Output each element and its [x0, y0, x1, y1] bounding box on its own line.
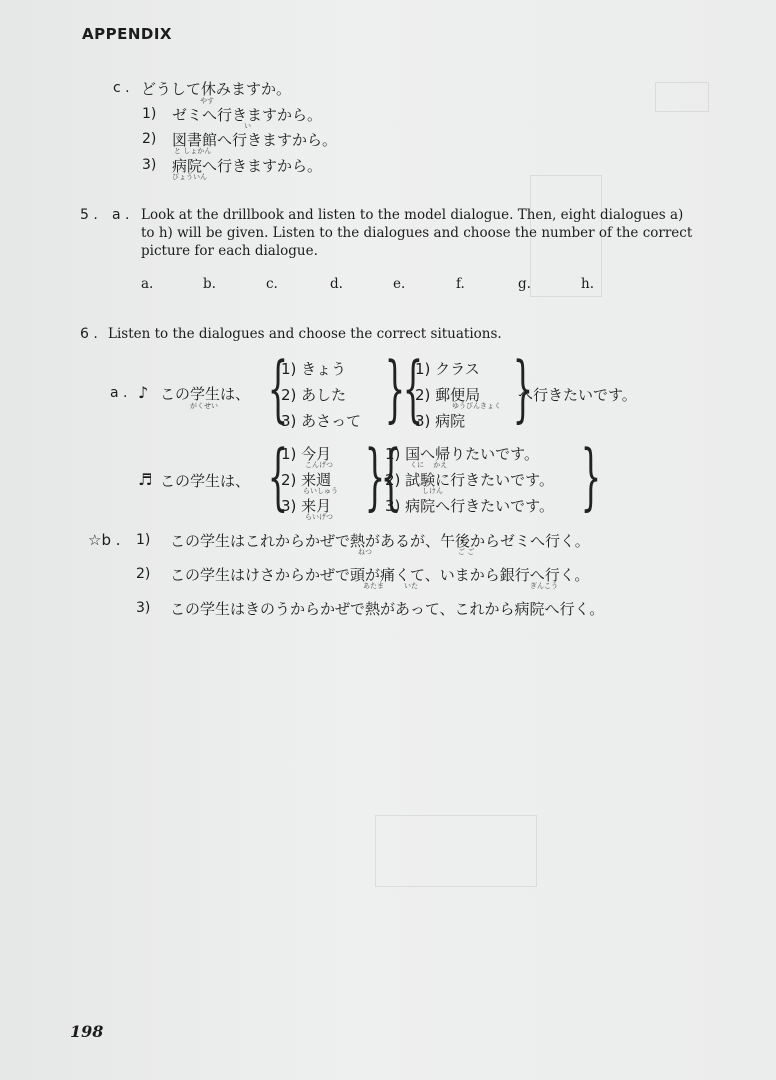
answer-letter: b.	[203, 276, 216, 292]
sentence-tail: へ行きたいです。	[518, 386, 637, 404]
statement-text: この学生はこれからかぜで熱があるが、午後からゼミへ行く。	[170, 532, 590, 550]
section-5-line: Look at the drillbook and listen to the model dialogue. Then, eight dialogues a)	[141, 207, 684, 223]
furigana: くに かえ	[410, 461, 448, 469]
section-6-b-marker: ☆b .	[88, 531, 121, 549]
furigana: らいしゅう	[303, 487, 338, 495]
left-brace: {	[402, 346, 424, 430]
showthrough-box	[655, 82, 709, 112]
option-number: 2)	[142, 131, 157, 147]
furigana: びょういん	[172, 173, 207, 181]
day-option: 2) あした	[281, 386, 347, 404]
left-brace: {	[380, 434, 402, 518]
subject-text: この学生は、	[160, 385, 251, 403]
place-option: 2) 郵便局	[415, 386, 481, 404]
furigana: ご ご	[458, 548, 475, 556]
time-option: 2) 来週	[281, 471, 332, 489]
want-option: 3) 病院へ行きたいです。	[385, 497, 554, 515]
furigana: ぎんこう	[530, 582, 558, 590]
option-text: ゼミへ行きますから。	[172, 106, 323, 124]
right-brace: }	[384, 346, 406, 430]
answer-letter: f.	[456, 276, 465, 292]
section-6-instruction: Listen to the dialogues and choose the correct situations.	[108, 326, 502, 342]
statement-number: 2)	[136, 566, 151, 582]
option-number: 1)	[142, 106, 157, 122]
section-5-sub: a .	[112, 207, 130, 223]
music-notes-icon: ♬	[138, 470, 153, 489]
time-option: 1) 今月	[281, 445, 332, 463]
page-header: APPENDIX	[82, 25, 172, 43]
answer-letter: h.	[581, 276, 594, 292]
day-option: 1) きょう	[281, 360, 347, 378]
subject-text: この学生は、	[160, 472, 251, 490]
section-c-marker: c .	[113, 80, 130, 96]
furigana: ゆうびんきょく	[452, 402, 501, 410]
want-option: 1) 国へ帰りたいです。	[385, 445, 539, 463]
furigana: いた	[404, 582, 418, 590]
section-5-line: picture for each dialogue.	[141, 243, 318, 259]
furigana: やす	[200, 97, 214, 105]
want-option: 2) 試験に行きたいです。	[385, 471, 554, 489]
left-brace: {	[267, 346, 289, 430]
showthrough-box	[375, 815, 537, 887]
furigana: ねつ	[358, 548, 372, 556]
right-brace: }	[364, 434, 386, 518]
statement-text: この学生はけさからかぜで頭が痛くて、いまから銀行へ行く。	[170, 566, 590, 584]
music-note-icon: ♪	[138, 383, 149, 402]
answer-letter: g.	[518, 276, 531, 292]
section-6-number: 6 .	[80, 326, 98, 342]
answer-letter: c.	[266, 276, 278, 292]
option-text: 図書館へ行きますから。	[172, 131, 338, 149]
furigana: がくせい	[190, 402, 218, 410]
option-number: 3)	[142, 157, 157, 173]
answer-letter: d.	[330, 276, 343, 292]
furigana: い	[244, 122, 251, 130]
day-option: 3) あさって	[281, 412, 362, 430]
furigana: らいげつ	[305, 513, 333, 521]
section-6-a-marker: a .	[110, 385, 128, 401]
answer-letter: a.	[141, 276, 154, 292]
section-5-number: 5 .	[80, 207, 98, 223]
option-text: 病院へ行きますから。	[172, 157, 323, 175]
page-number: 198	[70, 1022, 104, 1041]
statement-text: この学生はきのうからかぜで熱があって、これから病院へ行く。	[170, 600, 605, 618]
section-5-line: to h) will be given. Listen to the dialogues and choose the number of the correct	[141, 225, 693, 241]
statement-number: 1)	[136, 532, 151, 548]
place-option: 3) 病院	[415, 412, 466, 430]
place-option: 1) クラス	[415, 360, 480, 378]
furigana: と しょかん	[174, 147, 212, 155]
furigana: しけん	[422, 487, 443, 495]
answer-letter: e.	[393, 276, 406, 292]
furigana: あたま	[363, 582, 384, 590]
right-brace: }	[512, 346, 534, 430]
time-option: 3) 来月	[281, 497, 332, 515]
right-brace: }	[580, 434, 602, 518]
statement-number: 3)	[136, 600, 151, 616]
left-brace: {	[267, 434, 289, 518]
furigana: こんげつ	[305, 461, 333, 469]
section-c-question: どうして休みますか。	[141, 80, 292, 98]
